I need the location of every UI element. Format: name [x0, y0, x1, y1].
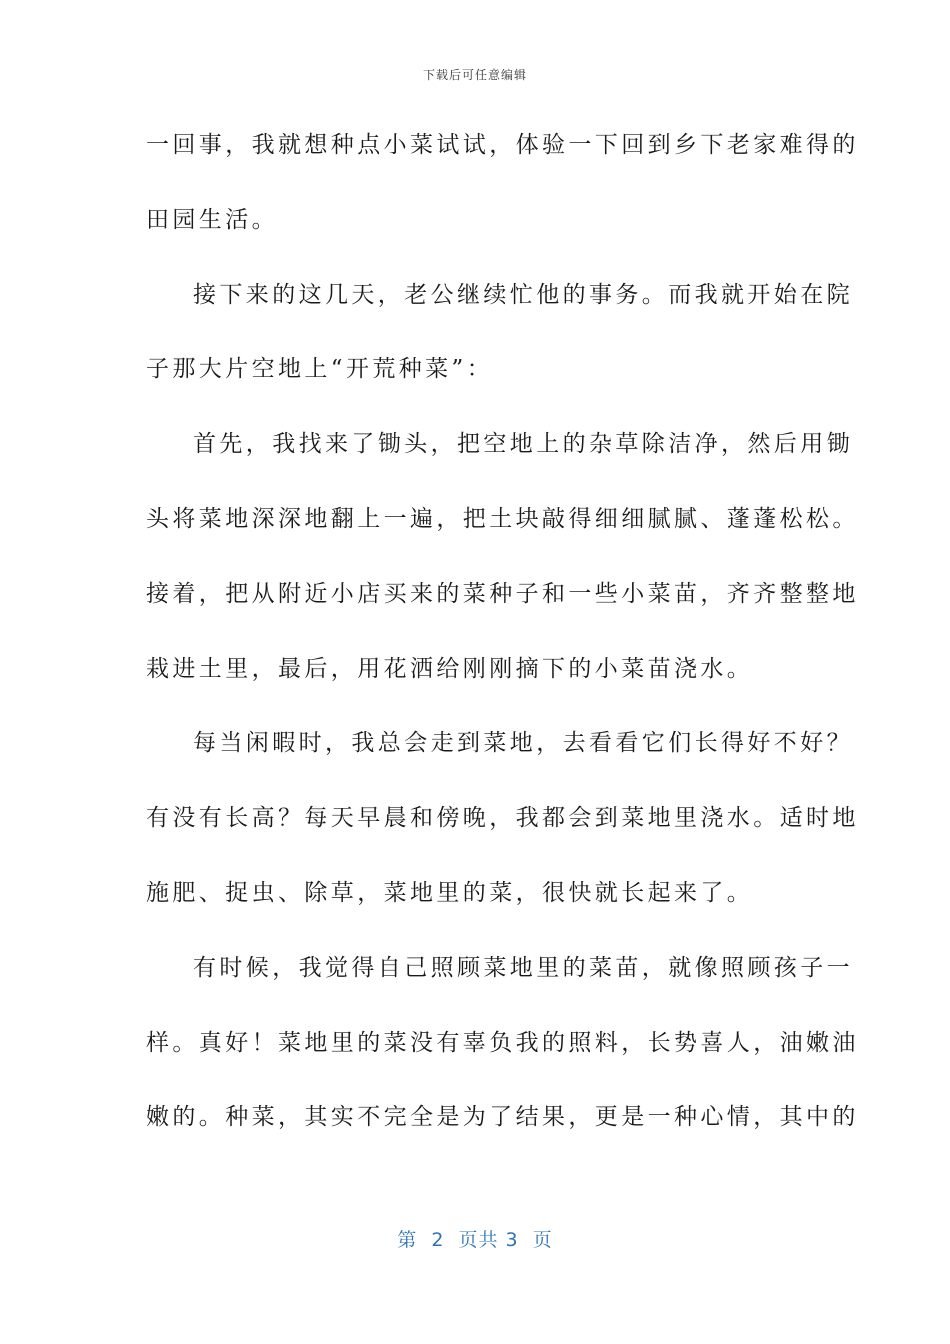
page-number-footer: 第 2 页共 3 页: [397, 1229, 553, 1251]
header-note: 下载后可任意编辑: [422, 68, 527, 82]
text-line: 有没有长高？每天早晨和傍晚，我都会到菜地里浇水。适时地: [146, 805, 859, 832]
paragraph-start-line: 首先，我找来了锄头，把空地上的杂草除洁净，然后用锄: [193, 431, 853, 458]
paragraph-start-line: 有时候，我觉得自己照顾菜地里的菜苗，就像照顾孩子一: [193, 954, 853, 981]
text-line: 栽进土里，最后，用花洒给刚刚摘下的小菜苗浇水。: [146, 655, 754, 682]
text-line: 田园生活。: [146, 206, 278, 233]
text-line: 一回事，我就想种点小菜试试，体验一下回到乡下老家难得的: [146, 132, 859, 158]
text-line: 施肥、捉虫、除草，菜地里的菜，很快就长起来了。: [146, 879, 754, 906]
paragraph-start-line: 接下来的这几天，老公继续忙他的事务。而我就开始在院: [193, 281, 853, 308]
document-body: [146, 121, 859, 1168]
text-line: 嫩的。种菜，其实不完全是为了结果，更是一种心情，其中的: [146, 1104, 859, 1131]
paragraph-start-line: 每当闲暇时，我总会走到菜地，去看看它们长得好不好？: [193, 730, 853, 757]
text-line: 子那大片空地上“开荒种菜”：: [146, 356, 494, 383]
text-line: 样。真好！菜地里的菜没有辜负我的照料，长势喜人，油嫩油: [146, 1029, 859, 1056]
text-line: 接着，把从附近小店买来的菜种子和一些小菜苗，齐齐整整地: [146, 580, 859, 607]
text-line: 头将菜地深深地翻上一遍，把土块敲得细细腻腻、蓬蓬松松。: [146, 505, 859, 532]
